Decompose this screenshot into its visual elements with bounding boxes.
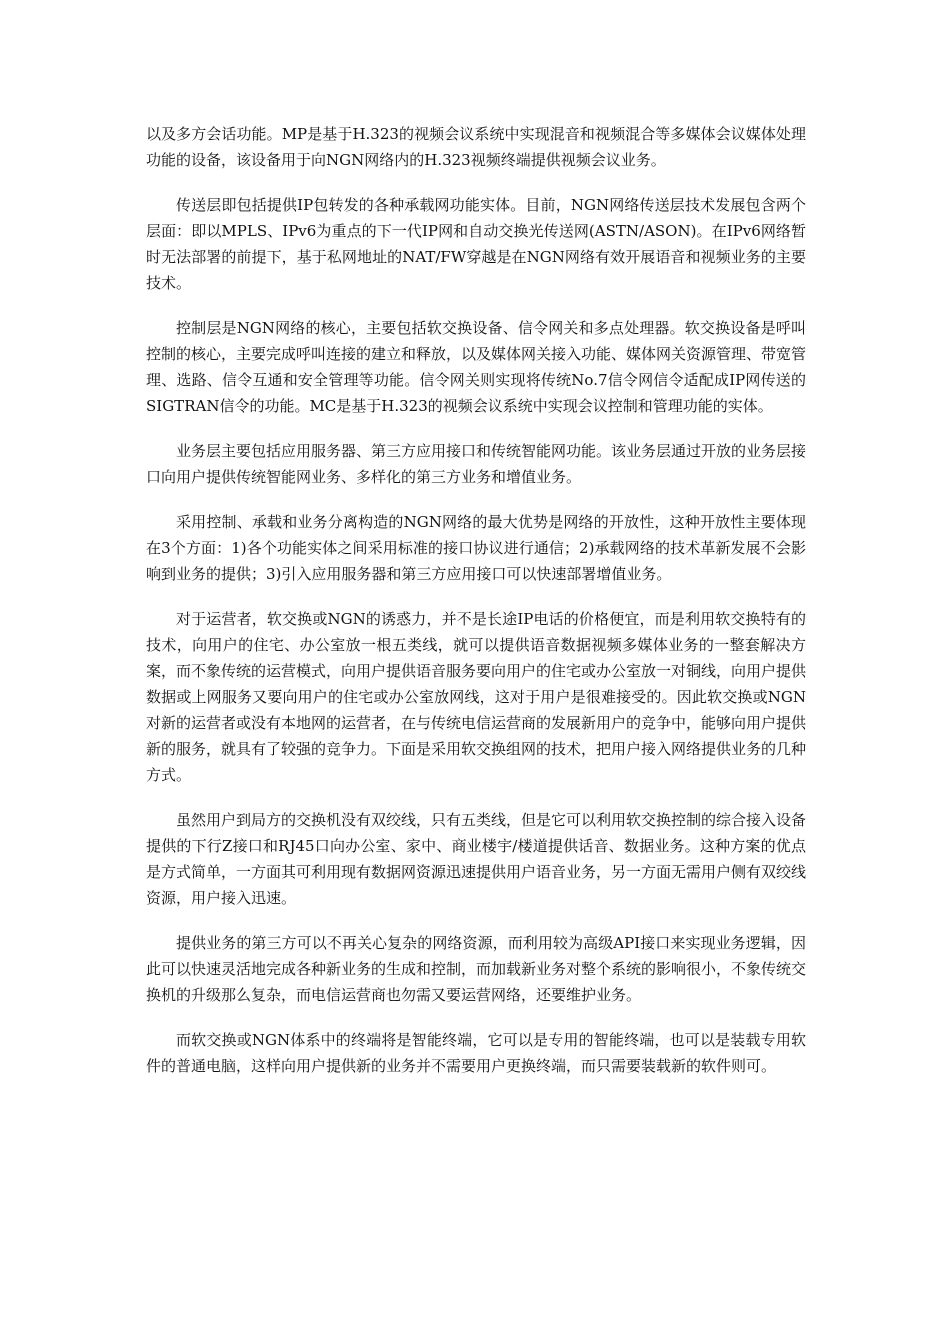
paragraph-control-layer: 控制层是NGN网络的核心，主要包括软交换设备、信令网关和多点处理器。软交换设备是呼叫控制的核心，主要完成呼叫连接的建立和释放，以及媒体网关接入功能、媒体网关资源管理、带宽管理、选路、信令互通和安全管理等功能。信令网关则实现将传统No.7信令网信令适配成IP网传送的SIGTRAN信令的功能。MC是基于H.323的视频会议系统中实现会议控制和管理功能的实体。: [146, 319, 807, 415]
paragraph-ngn-openness: 采用控制、承载和业务分离构造的NGN网络的最大优势是网络的开放性，这种开放性主要体现在3个方面：1)各个功能实体之间采用标准的接口协议进行通信；2)承载网络的技术革新发展不会影响到业务的提供；3)引入应用服务器和第三方应用接口可以快速部署增值业务。: [146, 513, 806, 583]
document-body: [146, 121, 806, 1098]
paragraph-smart-terminal: 而软交换或NGN体系中的终端将是智能终端，它可以是专用的智能终端，也可以是装载专用软件的普通电脑，这样向用户提供新的业务并不需要用户更换终端，而只需要装载新的软件则可。: [146, 1031, 806, 1075]
paragraph-third-party: 提供业务的第三方可以不再关心复杂的网络资源，而利用较为高级API接口来实现业务逻辑，因此可以快速灵活地完成各种新业务的生成和控制，而加载新业务对整个系统的影响很小，不象传统交换机的升级那么复杂，而电信运营商也勿需又要运营网络，还要维护业务。: [146, 934, 807, 1004]
paragraph-service-layer: 业务层主要包括应用服务器、第三方应用接口和传统智能网功能。该业务层通过开放的业务层接口向用户提供传统智能网业务、多样化的第三方业务和增值业务。: [146, 442, 807, 486]
paragraph-transport-layer: 传送层即包括提供IP包转发的各种承载网功能实体。目前，NGN网络传送层技术发展包含两个层面：即以MPLS、IPv6为重点的下一代IP网和自动交换光传送网(ASTN/ASON)。在IPv6网络暂时无法部署的前提下，基于私网地址的NAT/FW穿越是在NGN网络有效开展语音和视频业务的主要技术。: [146, 196, 806, 292]
paragraph-continuation: 以及多方会话功能。MP是基于H.323的视频会议系统中实现混音和视频混合等多媒体会议媒体处理功能的设备，该设备用于向NGN网络内的H.323视频终端提供视频会议业务。: [146, 125, 806, 169]
paragraph-access-method: 虽然用户到局方的交换机没有双绞线，只有五类线，但是它可以利用软交换控制的综合接入设备提供的下行Z接口和RJ45口向办公室、家中、商业楼宇/楼道提供话音、数据业务。这种方案的优点是方式简单，一方面其可利用现有数据网资源迅速提供用户语音业务，另一方面无需用户侧有双绞线资源，用户接入迅速。: [146, 811, 807, 907]
paragraph-operators: 对于运营者，软交换或NGN的诱惑力，并不是长途IP电话的价格便宜，而是利用软交换特有的技术，向用户的住宅、办公室放一根五类线，就可以提供语音数据视频多媒体业务的一整套解决方案，而不象传统的运营模式，向用户提供语音服务要向用户的住宅或办公室放一对铜线，向用户提供数据或上网服务又要向用户的住宅或办公室放网线，这对于用户是很难接受的。因此软交换或NGN对新的运营者或没有本地网的运营者，在与传统电信运营商的发展新用户的竞争中，能够向用户提供新的服务，就具有了较强的竞争力。下面是采用软交换组网的技术，把用户接入网络提供业务的几种方式。: [146, 610, 807, 784]
